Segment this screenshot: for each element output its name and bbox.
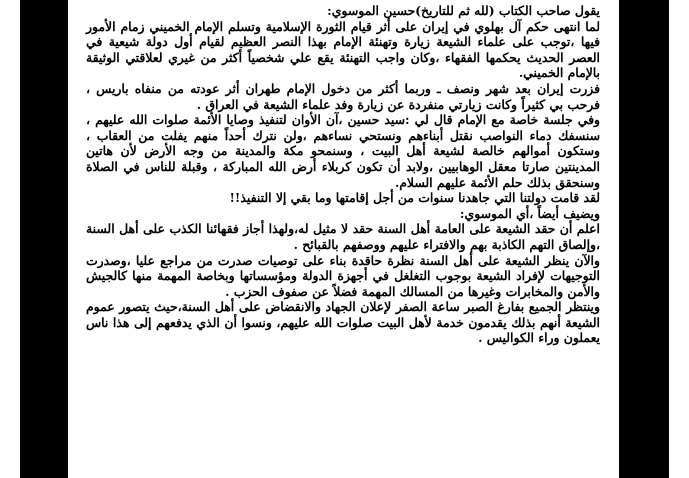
paragraph-zero-hour: وينتظر الجميع بفارغ الصبر ساعة الصفر لإعلان الجهاد والانقضاض على أهل السنة،حيث يتصور عموم الشيعة أنهم بذلك يقدمون خدمة لأهل البيت صلوات الله عليهم، ونسوا أن الذي يدفعهم إلى هذا ناس يعملون وراء الكواليس . [86, 299, 600, 346]
left-black-bar [20, 0, 68, 478]
paragraph-intro: يقول صاحب الكتاب (لله ثم للتاريخ)حسين الموسوي: [327, 3, 600, 18]
paragraph-he-adds: ويضيف أيضاً ،أي الموسوي: [459, 205, 600, 221]
paragraph-state-established: لقد قامت دولتنا التي جاهدنا سنوات من أجل إقامتها وما بقي إلا التنفيذ!! [229, 190, 600, 206]
arabic-text-column [86, 3, 600, 346]
paragraph-hatred: اعلم أن حقد الشيعة على العامة أهل السنة حقد لا مثيل له،ولهذا أجاز فقهائنا الكذب على أهل السنة ،وإلصاق التهم الكاذبة بهم والافتراء عليهم ووصفهم بالقبائح . [86, 221, 600, 252]
paragraph-infiltration: والآن ينظر الشيعة على أهل السنة نظرة حاقدة بناء على توصيات صدرت من مراجع عليا ،وصدرت التوجيهات لإفراد الشيعة بوجوب التغلغل في أجهزة الدولة ومؤسساتها وبخاصة المهمة منها كالجيش والأمن والمخابرات وغيرها من المسالك المهمة فضلاً عن صفوف الحزب . [86, 252, 601, 299]
paragraph-private-session: وفي جلسة خاصة مع الإمام قال لي :سيد حسين ،آن الأوان لتنفيذ وصايا الأئمة صلوات الله عليهم ، سنسفك دماء النواصب نقتل أبناءهم ونستحي نساءهم ،ولن نترك أحداً منهم يفلت من العقاب ، وستكون أموالهم خالصة لشيعة أهل البيت ، وسنمحو مكة والمدينة من وجه الأرض لأن هاتين المدينتين صارتا معقل الوهابيين ،ولابد أن تكون كربلاء أرض الله المباركة ، وقبلة للناس في الصلاة وسنحقق بذلك حلم الأئمة عليهم السلام. [86, 112, 600, 190]
right-black-bar [619, 0, 669, 478]
paragraph-visit-iran: فزرت إيران بعد شهر ونصف ـ وربما أكثر من دخول الإمام طهران أثر عودته من منفاه باريس ، فرحب بي كثيراً وكانت زيارتي منفردة عن زيارة وفد علماء الشيعة في العراق . [86, 80, 600, 112]
paragraph-khomeini-rule: لما انتهى حكم آل بهلوي في إيران على أثر قيام الثورة الإسلامية وتسلم الإمام الخميني زمام الأمور فيها ،توجب على علماء الشيعة زيارة وتهنئة الإمام بهذا النصر العظيم لقيام أول دولة شيعية في العصر الحديث يحكمها الفقهاء ،وكان واجب التهنئة يقع علي شخصياً أكثر من غيري لعلاقتي الوثيقة بالإمام الخميني. [86, 18, 600, 81]
